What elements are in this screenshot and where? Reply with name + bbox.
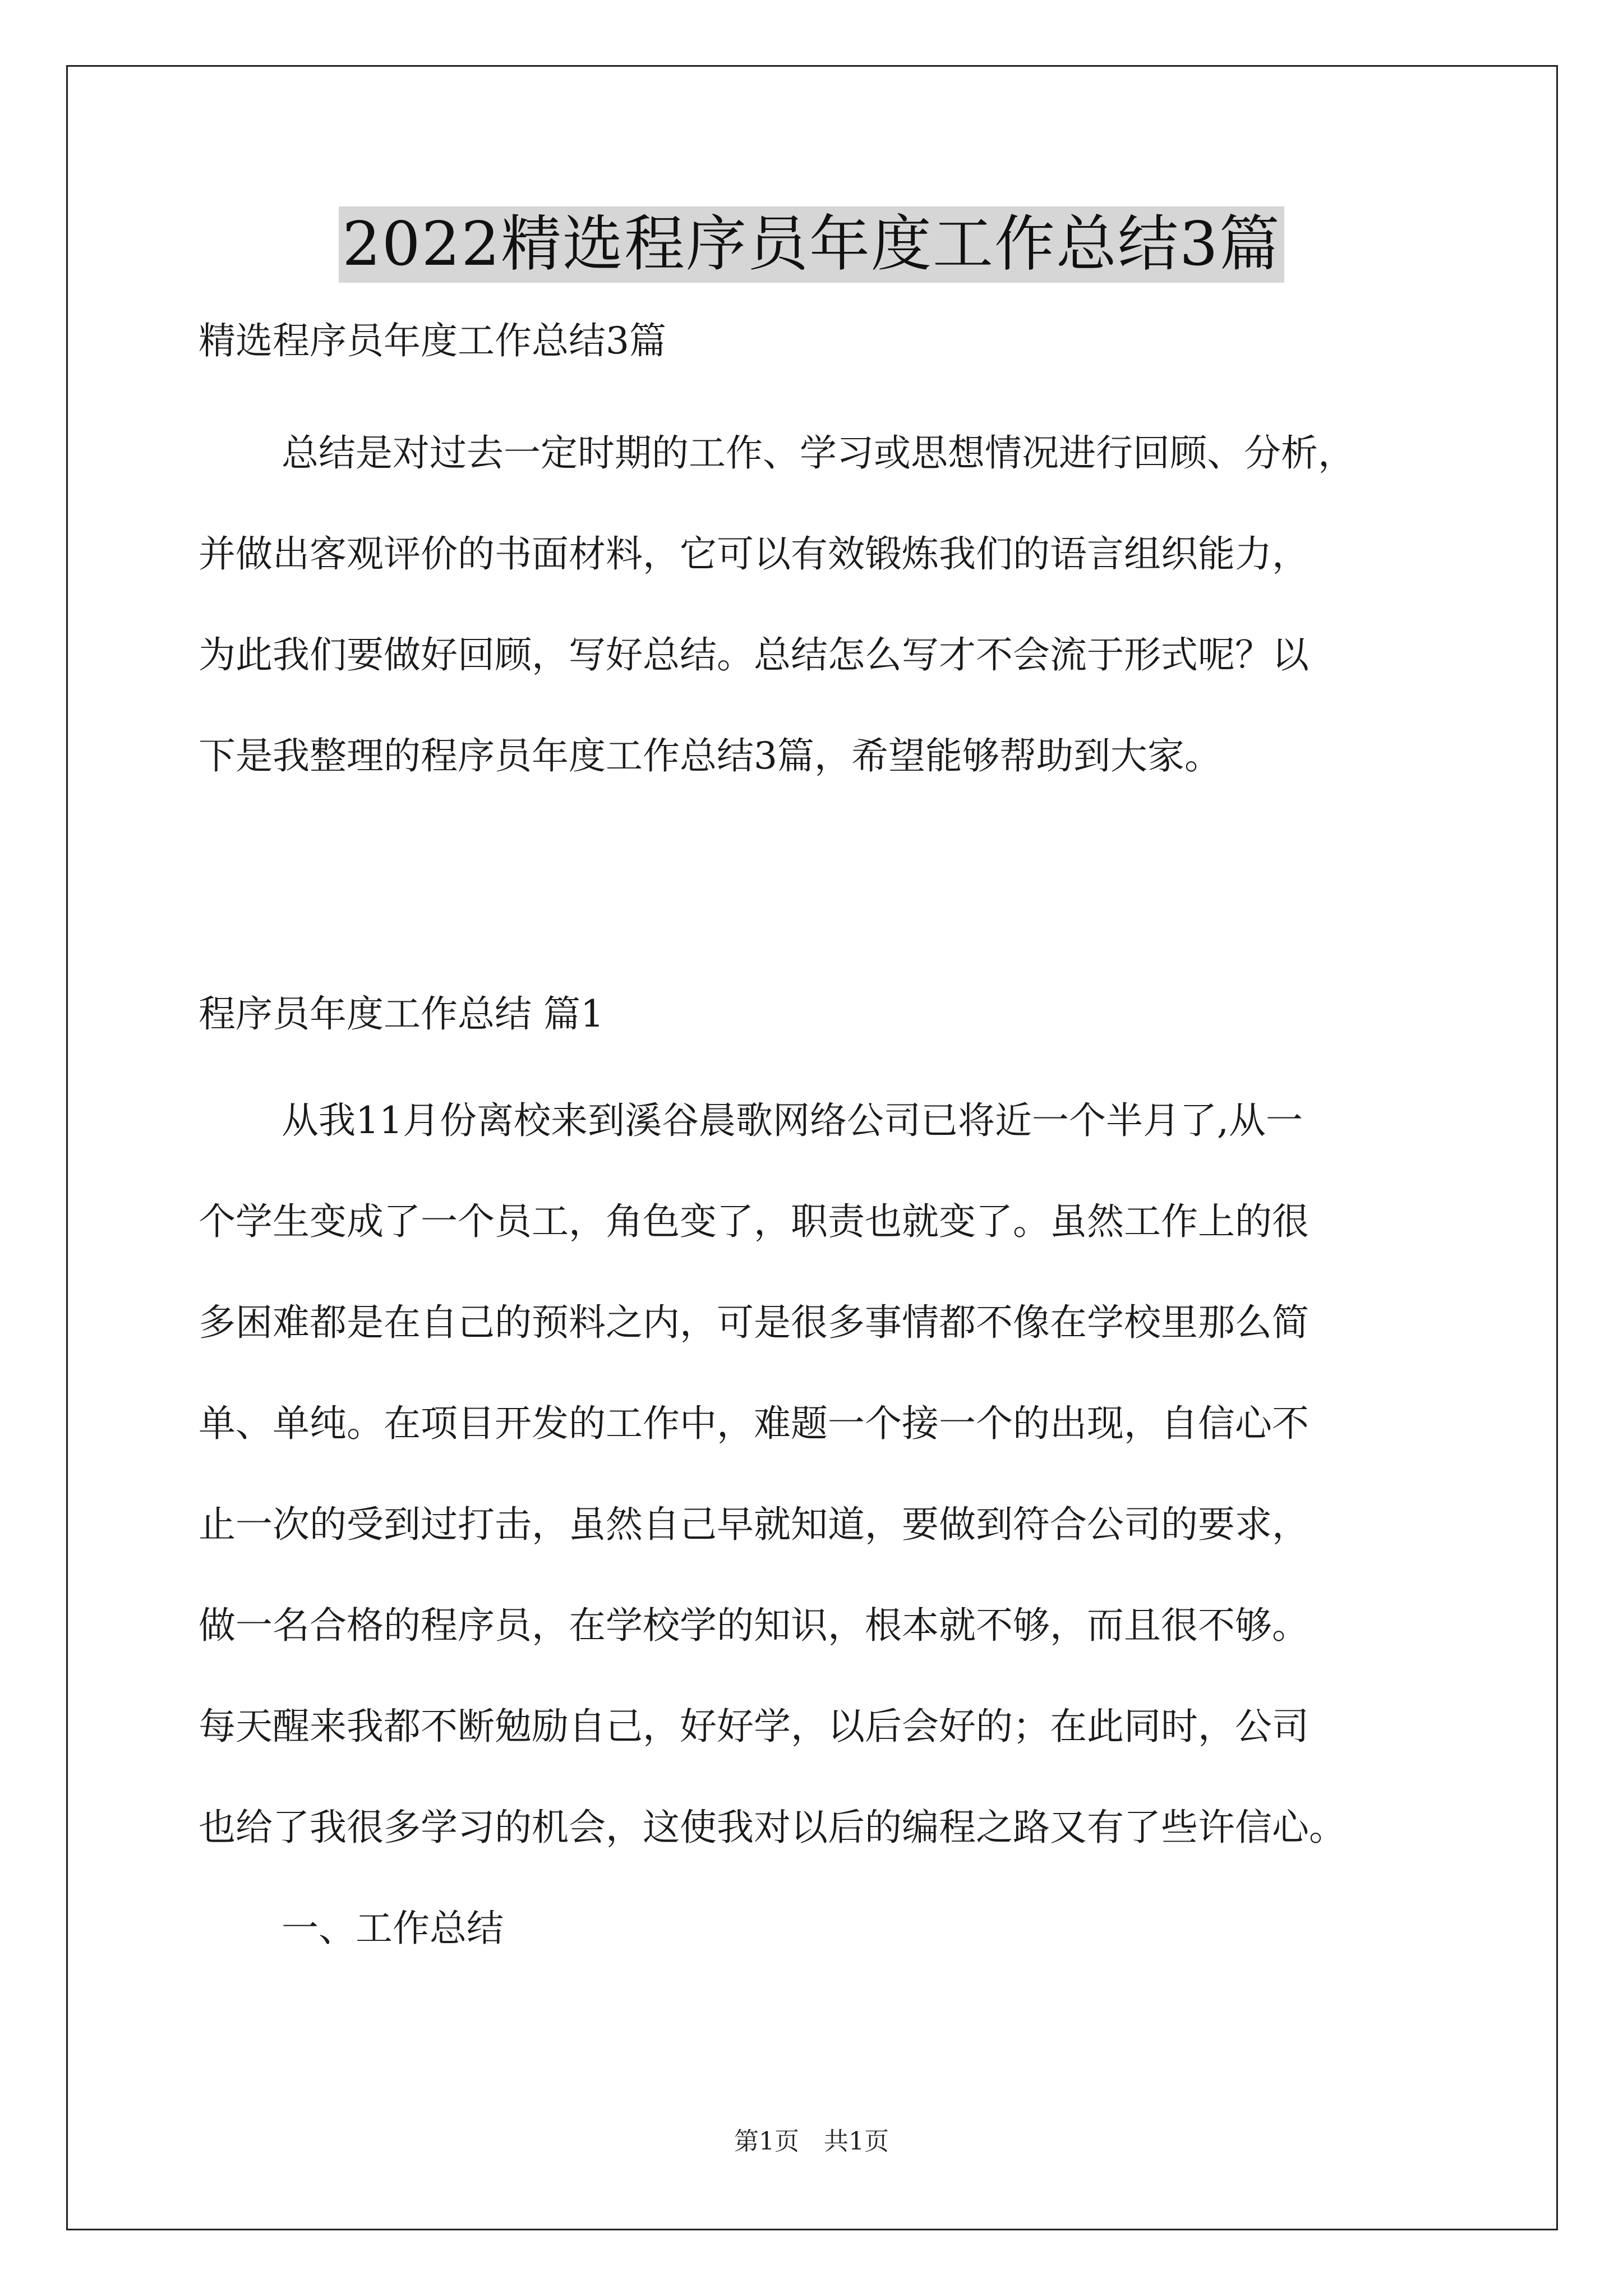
intro-line-3: 为此我们要做好回顾，写好总结。总结怎么写才不会流于形式呢？以	[199, 633, 1309, 677]
body-line-5: 止一次的受到过打击，虽然自己早就知道，要做到符合公司的要求，	[199, 1503, 1309, 1546]
body-line-6: 做一名合格的程序员，在学校学的知识，根本就不够，而且很不够。	[199, 1604, 1309, 1647]
page-footer: 第1页 共1页	[734, 2127, 889, 2156]
body-line-1: 从我11月份离校来到溪谷晨歌网络公司已将近一个半月了,从一	[282, 1099, 1303, 1142]
body-line-8: 也给了我很多学习的机会，这使我对以后的编程之路又有了些许信心。	[199, 1806, 1346, 1849]
document-title: 2022精选程序员年度工作总结3篇	[339, 206, 1284, 283]
body-line-4: 单、单纯。在项目开发的工作中，难题一个接一个的出现，自信心不	[199, 1402, 1309, 1445]
intro-line-1: 总结是对过去一定时期的工作、学习或思想情况进行回顾、分析，	[282, 431, 1355, 475]
intro-line-4: 下是我整理的程序员年度工作总结3篇，希望能够帮助到大家。	[199, 734, 1221, 777]
page-border	[66, 65, 1558, 2230]
body-line-3: 多困难都是在自己的预料之内，可是很多事情都不像在学校里那么简	[199, 1301, 1309, 1344]
sub-heading: 一、工作总结	[282, 1907, 504, 1950]
title-container	[0, 206, 1623, 283]
body-line-7: 每天醒来我都不断勉励自己，好好学，以后会好的；在此同时，公司	[199, 1705, 1309, 1748]
document-subtitle: 精选程序员年度工作总结3篇	[199, 319, 666, 362]
body-line-2: 个学生变成了一个员工，角色变了，职责也就变了。虽然工作上的很	[199, 1200, 1309, 1243]
section-heading: 程序员年度工作总结 篇1	[199, 992, 604, 1036]
intro-line-2: 并做出客观评价的书面材料，它可以有效锻炼我们的语言组织能力，	[199, 532, 1309, 576]
